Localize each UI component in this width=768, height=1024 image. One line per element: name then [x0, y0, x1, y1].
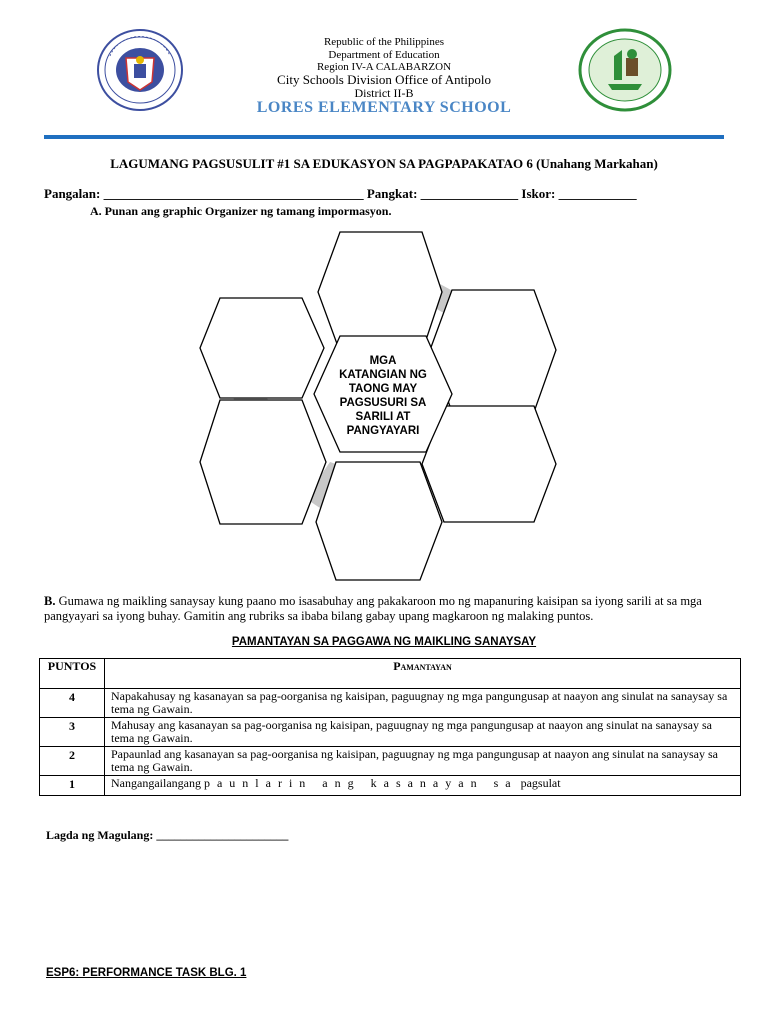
score-field[interactable]: ____________	[558, 186, 637, 201]
rubric-table	[39, 658, 741, 796]
table-row	[40, 747, 741, 776]
hexagon-top[interactable]	[318, 232, 442, 352]
hexagon-lower-right[interactable]	[422, 406, 556, 522]
table-row	[40, 718, 741, 747]
page-title: LAGUMANG PAGSUSULIT #1 SA EDUKASYON SA PAGPAPAKATAO 6 (Unahang Markahan)	[110, 156, 658, 171]
region-line: Region IV-A CALABARZON	[316, 61, 452, 73]
criteria-header: Pamantayan	[105, 659, 741, 689]
center-label-4: PAGSUSURI SA	[339, 397, 427, 409]
criteria-cell: Napakahusay ng kasanayan sa pag-oorganisa ng kaisipan, paguugnay ng mga pangungusap at naayon ang sinulat na sanaysay sa tema ng Gawain.	[105, 689, 741, 718]
footer-label: ESP6: PERFORMANCE TASK BLG. 1	[46, 967, 247, 979]
center-label-5: SARILI AT	[355, 411, 411, 423]
table-row	[40, 689, 741, 718]
criteria-cell: Papaunlad ang kasanayan sa pag-oorganisa ng kaisipan, paguugnay ng mga pangungusap at naayon ang sinulat na sanaysay sa tema ng Gawain.	[105, 747, 741, 776]
school-name: LORES ELEMENTARY SCHOOL	[256, 99, 512, 116]
header-divider	[44, 135, 724, 139]
rubric-title: PAMANTAYAN SA PAGGAWA NG MAIKLING SANAYSAY	[231, 636, 537, 648]
criteria-cell: Mahusay ang kasanayan sa pag-oorganisa ng kaisipan, paguugnay ng mga pangungusap at naayon ang sinulat na sanaysay sa tema ng Gawain.	[105, 718, 741, 747]
center-label-6: PANGYAYARI	[346, 425, 420, 437]
score-label: Iskor:	[521, 186, 556, 201]
points-cell: 3	[40, 718, 105, 747]
section-field[interactable]: _______________	[420, 186, 519, 201]
district-line: District II-B	[354, 86, 414, 100]
center-label-2: KATANGIAN NG	[339, 369, 427, 381]
center-label-1: MGA	[369, 355, 397, 367]
student-info-row	[44, 186, 637, 202]
criteria-cell: Nangangailangang paunlarin ang kasanayan sa pagsulat	[105, 776, 741, 796]
center-label-3: TAONG MAY	[348, 383, 418, 395]
part-b-text: Gumawa ng maikling sanaysay kung paano mo isasabuhay ang pakakaroon mo ng mapanuring kaisipan sa iyong sarili at sa mga pangyayari sa iyong buhay. Gamitin ang rubriks sa ibaba bilang gabay upang magkaroon ng malaking puntos.	[44, 594, 702, 623]
points-cell: 2	[40, 747, 105, 776]
parent-signature-field[interactable]: ______________________	[156, 828, 289, 842]
part-b-label: B.	[44, 594, 56, 608]
points-cell: 1	[40, 776, 105, 796]
parent-signature-row	[46, 828, 288, 843]
name-field[interactable]: ________________________________________	[103, 186, 364, 201]
rubric-header-row	[40, 659, 741, 689]
name-label: Pangalan:	[44, 186, 101, 201]
department-line: Department of Education	[328, 49, 440, 61]
hexagon-upper-left[interactable]	[200, 298, 324, 398]
section-label: Pangkat:	[366, 186, 418, 201]
hexagon-lower-left[interactable]	[200, 400, 326, 524]
part-b-instruction	[44, 594, 724, 624]
hexagon-bottom[interactable]	[316, 462, 442, 580]
parent-signature-label: Lagda ng Magulang:	[46, 828, 154, 842]
points-header: PUNTOS	[40, 659, 105, 689]
graphic-organizer	[190, 226, 570, 586]
republic-line: Republic of the Philippines	[323, 36, 445, 48]
part-a-instruction: A. Punan ang graphic Organizer ng tamang impormasyon.	[90, 204, 392, 218]
division-line: City Schools Division Office of Antipolo	[277, 72, 491, 87]
table-row	[40, 776, 741, 796]
points-cell: 4	[40, 689, 105, 718]
